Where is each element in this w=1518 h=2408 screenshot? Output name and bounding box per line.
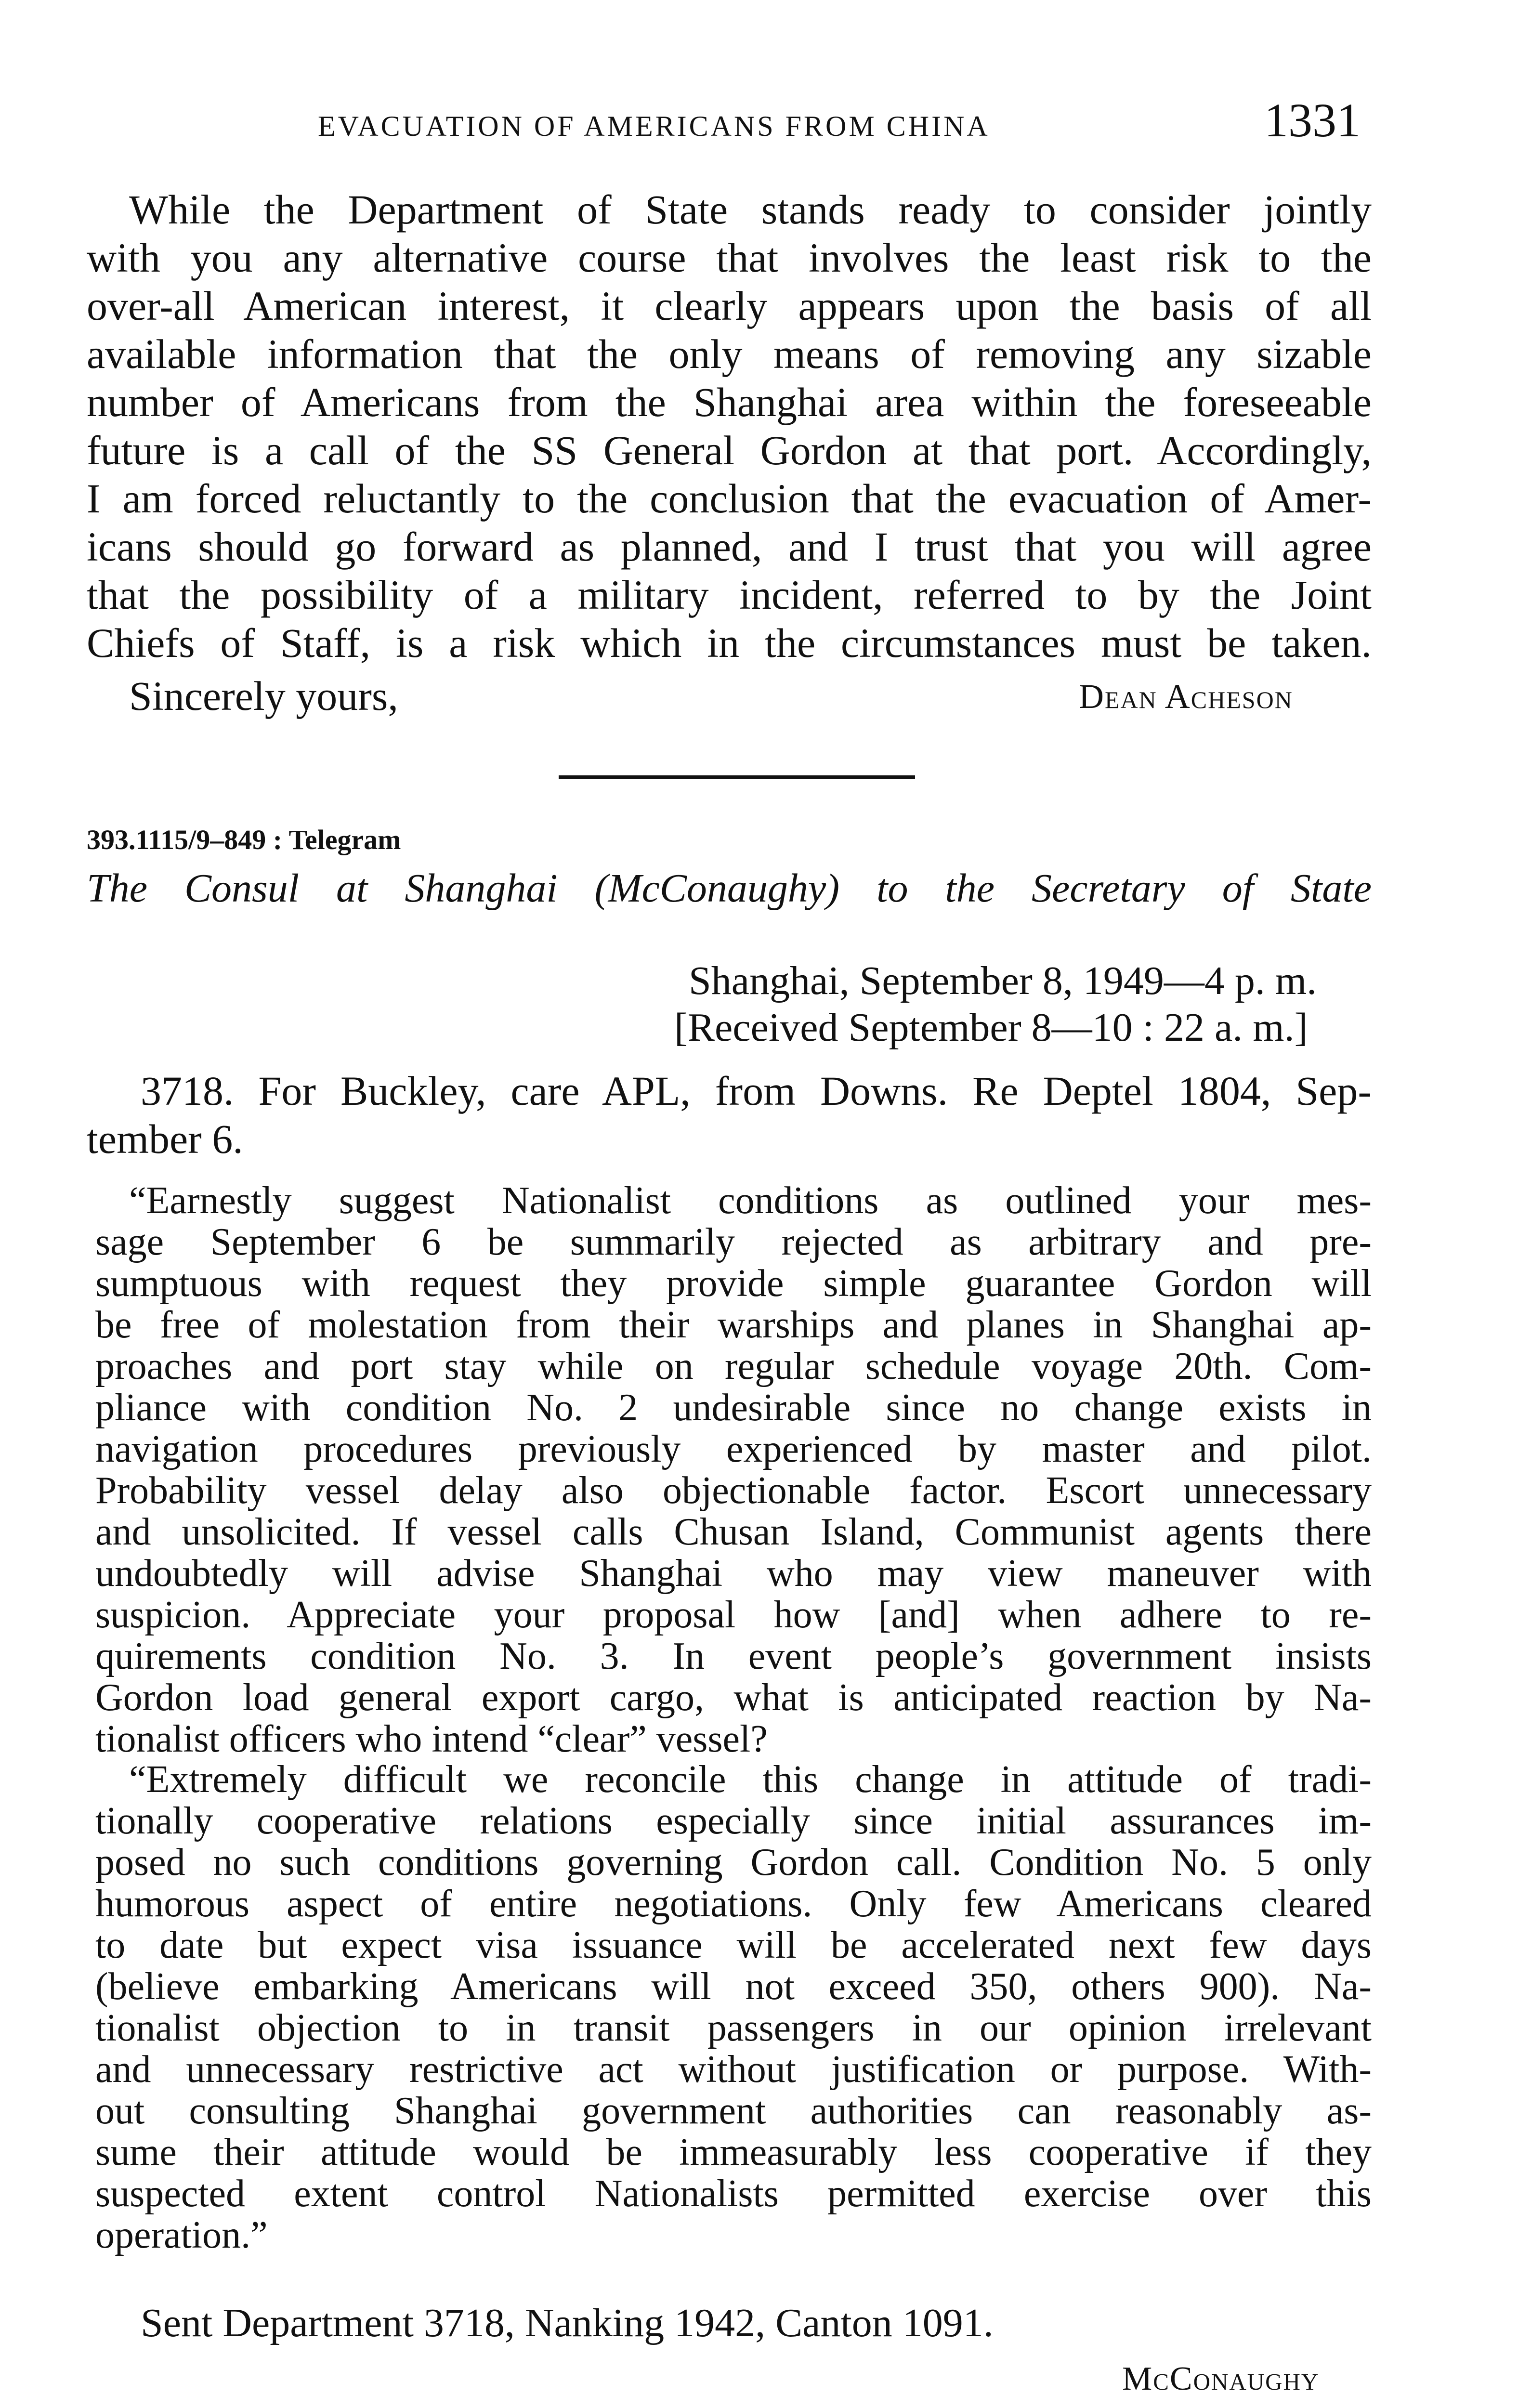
dateline: Shanghai, September 8, 1949—4 p. m. [689, 958, 1317, 1003]
intro-line: tember 6. [87, 1116, 243, 1162]
quote-line: and unsolicited. If vessel calls Chusan Island, Communist agents there [95, 1511, 1372, 1553]
quote-line: navigation procedures previously experienced by master and pilot. [95, 1428, 1372, 1470]
quote-line: tionalist objection to in transit passengers in our opinion irrelevant [95, 2007, 1372, 2049]
letter-line: that the possibility of a military incident, referred to by the Joint [87, 572, 1372, 618]
quote-line: quirements condition No. 3. In event people’s government insists [95, 1635, 1372, 1677]
letter-line: While the Department of State stands ready to consider jointly [129, 186, 1372, 233]
letter-line: over-all American interest, it clearly appears upon the basis of all [87, 283, 1372, 329]
quote-line: Probability vessel delay also objectionable factor. Escort unnecessary [95, 1469, 1372, 1512]
quote-line: and unnecessary restrictive act without justification or purpose. With- [95, 2048, 1372, 2091]
quote-line: sage September 6 be summarily rejected as arbitrary and pre- [95, 1221, 1372, 1263]
running-title: EVACUATION OF AMERICANS FROM CHINA [318, 110, 990, 142]
quote-line: tionalist officers who intend “clear” vessel? [95, 1718, 768, 1760]
page-number: 1331 [1264, 93, 1361, 147]
intro-line: 3718. For Buckley, care APL, from Downs. Re Deptel 1804, Sep- [141, 1068, 1372, 1114]
quote-line: Gordon load general export cargo, what is anticipated reaction by Na- [95, 1676, 1372, 1719]
quote-line: suspicion. Appreciate your proposal how [and] when adhere to re- [95, 1594, 1372, 1636]
quote-line: out consulting Shanghai government authorities can reasonably as- [95, 2090, 1372, 2132]
quote-line: posed no such conditions governing Gordon call. Condition No. 5 only [95, 1841, 1372, 1884]
quote-line: sumptuous with request they provide simple guarantee Gordon will [95, 1262, 1372, 1305]
letter-line: future is a call of the SS General Gordon at that port. Accordingly, [87, 427, 1372, 473]
letter-closing: Sincerely yours, [129, 673, 398, 719]
quote-line: operation.” [95, 2214, 268, 2256]
document-heading: The Consul at Shanghai (McConaughy) to the Secretary of State [87, 866, 1372, 911]
quote-line: sume their attitude would be immeasurably less cooperative if they [95, 2131, 1372, 2173]
telegram-signature: McConaughy [1122, 2360, 1320, 2397]
quote-line: proaches and port stay while on regular schedule voyage 20th. Com- [95, 1345, 1372, 1387]
quote-line: suspected extent control Nationalists permitted exercise over this [95, 2172, 1372, 2215]
letter-line: Chiefs of Staff, is a risk which in the circumstances must be taken. [87, 620, 1372, 666]
letter-line: available information that the only means of removing any sizable [87, 331, 1372, 377]
quote-line: be free of molestation from their warships and planes in Shanghai ap- [95, 1304, 1372, 1346]
quote-line: undoubtedly will advise Shanghai who may view maneuver with [95, 1552, 1372, 1595]
letter-signature: Dean Acheson [1079, 677, 1293, 716]
section-divider [559, 775, 915, 779]
quote-line: “Extremely difficult we reconcile this change in attitude of tradi- [129, 1758, 1372, 1801]
file-reference: 393.1115/9–849 : Telegram [87, 824, 401, 855]
quote-line: to date but expect visa issuance will be accelerated next few days [95, 1924, 1372, 1966]
quote-line: tionally cooperative relations especially since initial assurances im- [95, 1800, 1372, 1842]
quote-line: humorous aspect of entire negotiations. Only few Americans cleared [95, 1883, 1372, 1925]
letter-line: I am forced reluctantly to the conclusion that the evacuation of Amer- [87, 475, 1372, 522]
quote-line: (believe embarking Americans will not exceed 350, others 900). Na- [95, 1965, 1372, 2008]
sent-line: Sent Department 3718, Nanking 1942, Canton 1091. [141, 2301, 994, 2345]
letter-line: icans should go forward as planned, and I trust that you will agree [87, 523, 1372, 570]
received-note: [Received September 8—10 : 22 a. m.] [674, 1005, 1308, 1050]
letter-line: number of Americans from the Shanghai area within the foreseeable [87, 379, 1372, 425]
letter-line: with you any alternative course that involves the least risk to the [87, 235, 1372, 281]
quote-line: “Earnestly suggest Nationalist conditions as outlined your mes- [129, 1179, 1372, 1222]
quote-line: pliance with condition No. 2 undesirable since no change exists in [95, 1387, 1372, 1429]
